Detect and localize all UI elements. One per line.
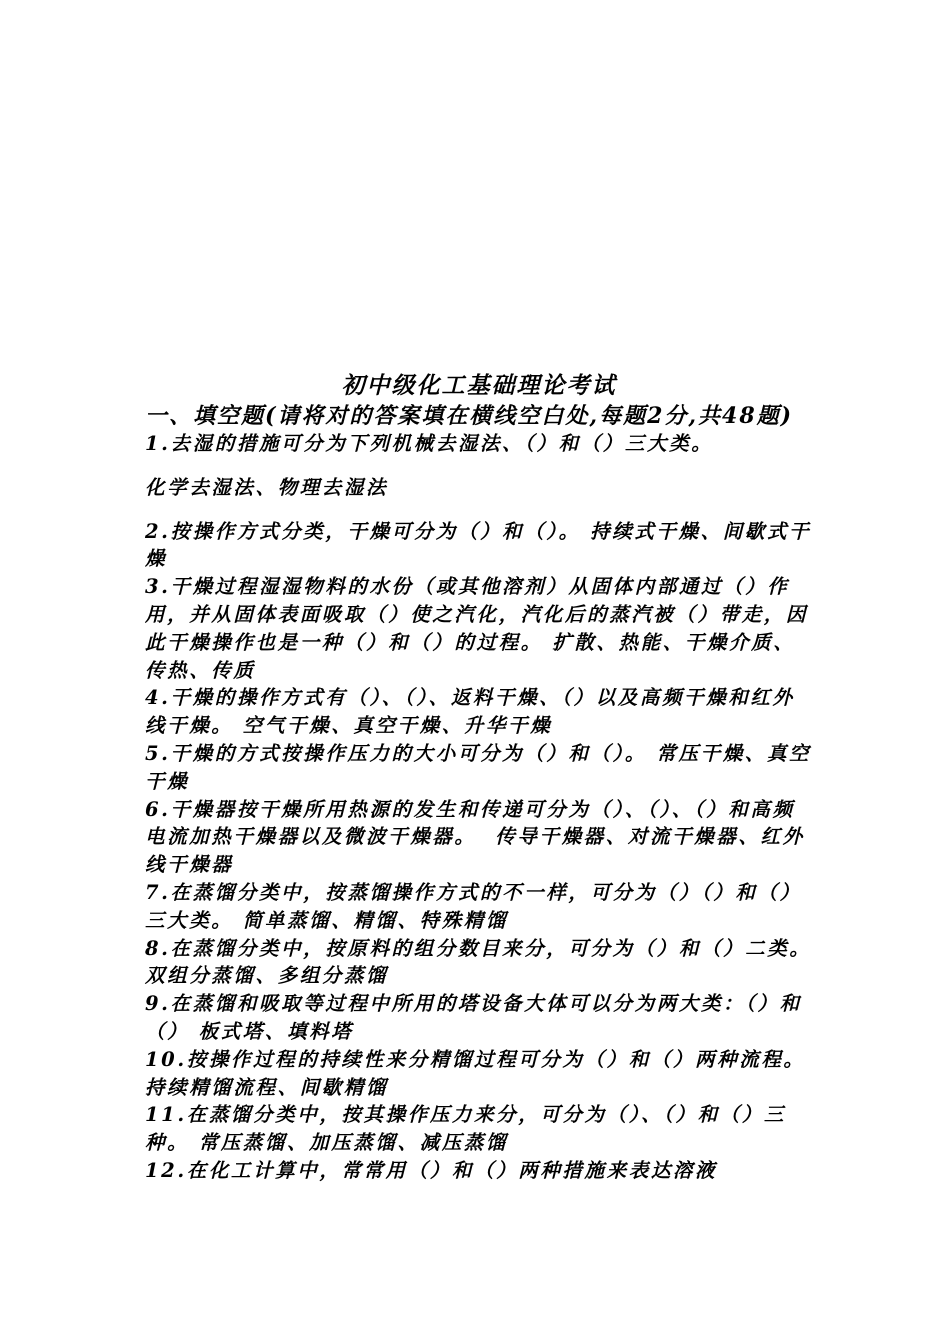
question-8: 8.在蒸馏分类中，按原料的组分数目来分，可分为（）和（）二类。 双组分蒸馏、多组分蒸馏 [145,936,821,988]
question-9: 9.在蒸馏和吸取等过程中所用的塔设备大体可以分为两大类：（）和（） 板式塔、填料塔 [145,992,802,1043]
question-10: 10.按操作过程的持续性来分精馏过程可分为（）和（）两种流程。 持续精馏流程、间歇精馏 [145,1047,815,1099]
question-6: 6.干燥器按干燥所用热源的发生和传递可分为（）、（）、（）和高频电流加热干燥器以及微波干燥器。 传导干燥器、对流干燥器、红外线干燥器 [145,797,805,877]
question-1: 1.去湿的措施可分为下列机械去湿法、（）和（）三大类。 [145,432,714,455]
document-title: 初中级化工基础理论考试 [341,372,617,399]
question-2: 2.按操作方式分类，干燥可分为（）和（）。 持续式干燥、间歇式干燥 [145,519,812,571]
question-7: 7.在蒸馏分类中，按蒸馏操作方式的不一样，可分为（）（）和（）三大类。 简单蒸馏、精馏、特殊精馏 [145,880,802,932]
answer-1: 化学去湿法、物理去湿法 [145,475,389,499]
question-4: 4.干燥的操作方式有（）、（）、返料干燥、（）以及高频干燥和红外线干燥。 空气干燥、真空干燥、升华干燥 [145,686,795,738]
document-body [145,372,821,1185]
question-12: 12.在化工计算中，常常用（）和（）两种措施来表达溶液 [145,1158,718,1182]
question-3: 3.干燥过程湿湿物料的水份（或其他溶剂）从固体内部通过（）作用，并从固体表面吸取（）使之汽化，汽化后的蒸汽被（）带走，因此干燥操作也是一种（）和（）的过程。 扩散、热能、干燥介质、传热、传质 [145,575,809,682]
question-5: 5.干燥的方式按操作压力的大小可分为（）和（）。 常压干燥、真空干燥 [145,741,812,793]
section-heading: 一、填空题(请将对的答案填在横线空白处,每题2分,共48题) [145,403,794,429]
question-11: 11.在蒸馏分类中，按其操作压力来分，可分为（）、（）和（）三种。 常压蒸馏、加压蒸馏、减压蒸馏 [145,1103,787,1155]
